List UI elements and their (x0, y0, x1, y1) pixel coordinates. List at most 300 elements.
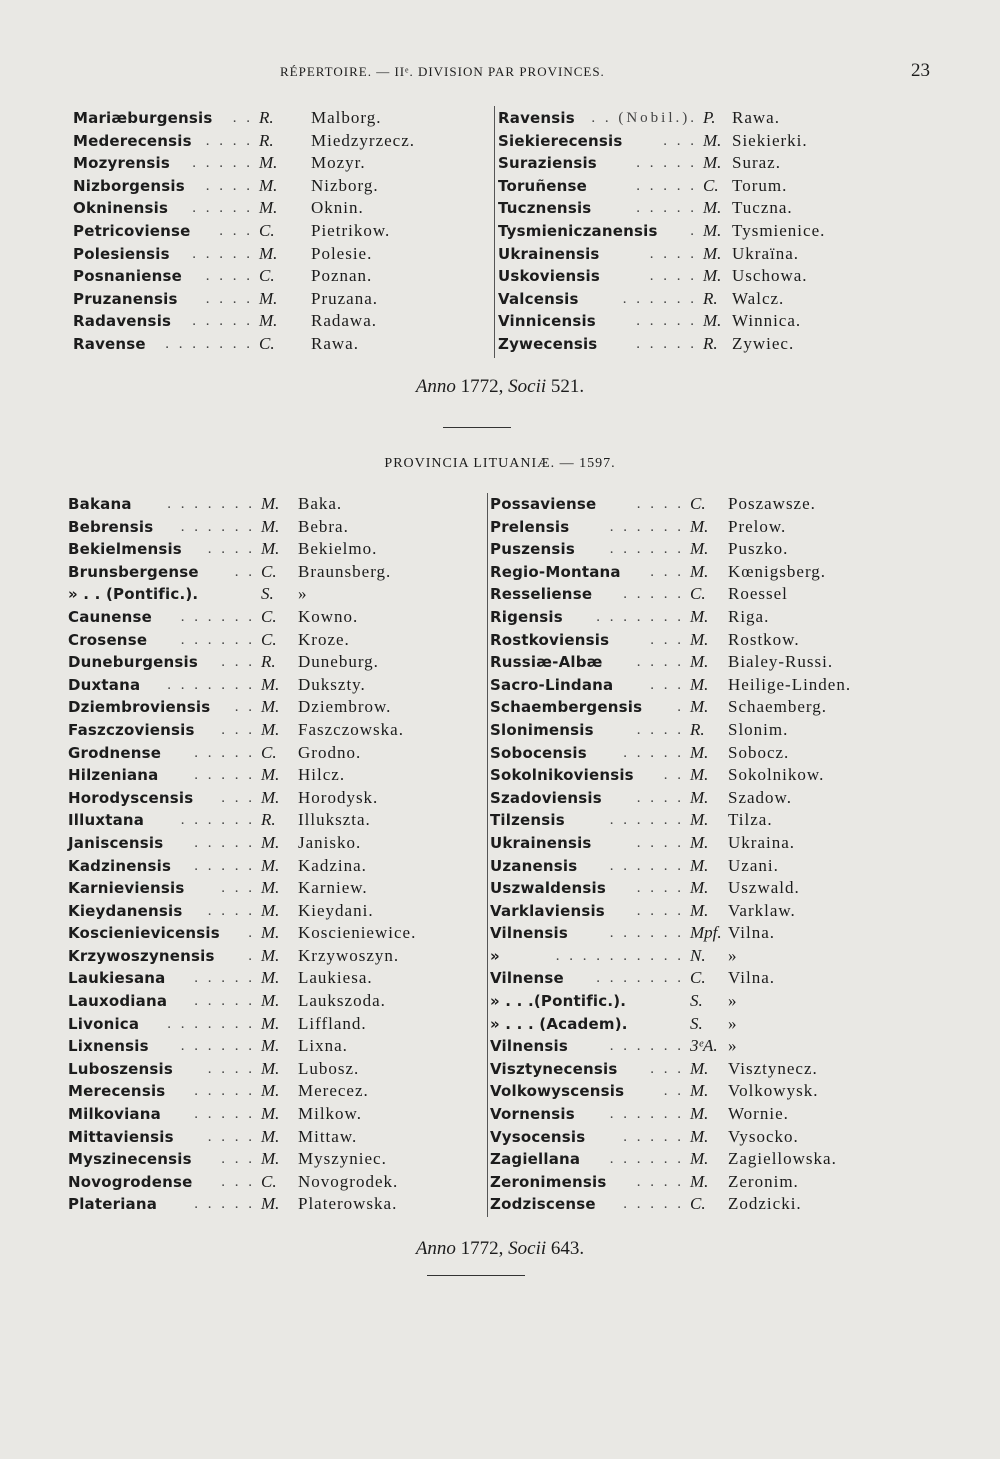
entry-row (490, 1171, 910, 1194)
entry-row (490, 742, 910, 765)
place-name: Pruzana. (311, 288, 379, 308)
college-class: M. (261, 878, 280, 898)
college-name: Resseliense (490, 585, 593, 604)
entry-row (68, 764, 488, 787)
entry-row (68, 832, 488, 855)
place-name: Zodzicki. (728, 1194, 802, 1214)
college-class: M. (259, 198, 278, 218)
dot-leader: . . . . (207, 902, 255, 919)
college-name: Slonimensis (490, 720, 594, 739)
college-class: M. (690, 629, 709, 649)
college-name: Okninensis (73, 199, 169, 218)
place-name: » (728, 945, 738, 965)
place-name: Krzywoszyn. (298, 945, 400, 965)
place-name: Lubosz. (298, 1058, 360, 1078)
place-name: Liffland. (298, 1013, 367, 1033)
entry-row (68, 651, 488, 674)
college-class: M. (259, 311, 278, 331)
entry-row (68, 538, 488, 561)
college-class: C. (259, 220, 275, 240)
dot-leader: . . . . (636, 834, 684, 851)
college-name: Volkowyscensis (490, 1082, 625, 1101)
college-class: M. (259, 288, 278, 308)
college-name: Rigensis (490, 607, 563, 626)
entry-row (498, 310, 908, 333)
dot-leader: . . . . . . . (596, 970, 684, 987)
entry-row (490, 832, 910, 855)
entry-row (490, 674, 910, 697)
college-name: Ukrainensis (490, 833, 592, 852)
college-name: Krzywoszynensis (68, 946, 215, 965)
entry-row (490, 516, 910, 539)
college-name: Horodyscensis (68, 788, 194, 807)
entry-row (73, 130, 488, 153)
lituania-left-column (68, 493, 488, 1216)
dot-leader: . . . . . . (609, 812, 684, 829)
college-class: M. (703, 130, 722, 150)
entry-row (68, 787, 488, 810)
entry-row (490, 945, 910, 968)
college-name: Luboszensis (68, 1059, 173, 1078)
entry-row (73, 288, 488, 311)
dot-leader: . . . . . (192, 155, 253, 172)
college-name: Mariæburgensis (73, 109, 213, 127)
college-name: Radavensis (73, 312, 172, 331)
dot-leader: . . . . . (636, 335, 697, 352)
place-name: Horodysk. (298, 787, 379, 807)
college-name: Siekierecensis (498, 131, 623, 150)
college-name: Toruñense (498, 176, 588, 195)
college-name: Vinnicensis (498, 312, 596, 331)
dot-leader: . . . . (636, 496, 684, 512)
college-name: Vilnensis (490, 924, 568, 943)
entry-row (68, 516, 488, 539)
college-class: M. (261, 674, 280, 694)
place-name: Koscieniewice. (298, 923, 417, 943)
college-name: Brunsbergense (68, 562, 199, 581)
dot-leader: . . . . . (192, 245, 253, 262)
anno-word: Anno (415, 1238, 456, 1259)
place-name: Tuczna. (732, 198, 793, 218)
dot-leader: . . . . . . (180, 518, 255, 535)
college-name: Janiscensis (68, 833, 164, 852)
entry-row (490, 606, 910, 629)
dot-leader: . . . (221, 1151, 255, 1168)
page-number: 23 (911, 60, 930, 81)
dot-leader: . . (234, 699, 255, 716)
college-name: Valcensis (498, 289, 579, 308)
dot-leader: . . . . . . (180, 1038, 255, 1055)
college-name: Mittaviensis (68, 1127, 174, 1146)
dot-leader: . . . . . (194, 767, 255, 784)
college-name: Tysmieniczanensis (498, 221, 658, 240)
place-name: Kieydani. (298, 900, 374, 920)
college-name: Uzanensis (490, 856, 578, 875)
college-name: Prelensis (490, 517, 570, 536)
entry-row (68, 1080, 488, 1103)
place-name: Rawa. (732, 108, 780, 127)
entry-row (490, 764, 910, 787)
college-class: M. (690, 697, 709, 717)
socii-count: 643. (550, 1238, 585, 1259)
place-name: Pietrikow. (311, 220, 391, 240)
college-class: R. (261, 652, 276, 672)
college-name: Ravense (73, 334, 146, 353)
entry-row (490, 900, 910, 923)
column-divider-lituania (487, 493, 488, 1217)
place-name: Slonim. (728, 719, 789, 739)
college-name: Puszensis (490, 540, 575, 559)
entry-row (490, 1126, 910, 1149)
place-name: Milkow. (298, 1104, 362, 1124)
college-class: M. (259, 175, 278, 195)
dot-leader: . . . . . . (609, 1038, 684, 1055)
place-name: Volkowysk. (728, 1081, 819, 1101)
entry-row (68, 945, 488, 968)
place-name: Nizborg. (311, 175, 379, 195)
entry-row (68, 1171, 488, 1194)
dot-leader: . . . (650, 1060, 684, 1077)
dot-leader: . . . . . . . (167, 496, 255, 512)
place-name: Uzani. (728, 855, 779, 875)
college-name: Dziembroviensis (68, 698, 211, 717)
dot-leader: . . . . (636, 1173, 684, 1190)
dot-leader: . . . (650, 563, 684, 580)
college-class: M. (261, 765, 280, 785)
college-name: Uskoviensis (498, 267, 600, 286)
entry-row (68, 561, 488, 584)
place-name: Lixna. (298, 1036, 348, 1056)
entry-row (490, 877, 910, 900)
college-name: Rostkoviensis (490, 630, 610, 649)
running-head-title: RÉPERTOIRE. — IIᵉ. DIVISION PAR PROVINCES. (280, 64, 605, 79)
entry-row (498, 107, 908, 130)
place-name: Ukraina. (728, 832, 796, 852)
dot-leader: . . . . (207, 541, 255, 558)
college-class: S. (261, 584, 274, 604)
entry-row (68, 583, 488, 606)
dot-leader: . . . . . (623, 1128, 684, 1145)
college-class: C. (261, 742, 277, 762)
college-name: Plateriana (68, 1195, 158, 1214)
college-name: » . . .(Pontific.). (490, 992, 627, 1011)
college-name: Lixnensis (68, 1037, 149, 1056)
place-name: Grodno. (298, 742, 362, 762)
college-name: Koscienievicensis (68, 924, 220, 943)
dot-leader: . . . . (636, 721, 684, 738)
college-name: Visztynecensis (490, 1059, 618, 1078)
college-class: M. (690, 855, 709, 875)
entry-row (68, 1013, 488, 1036)
place-name: Puszko. (728, 539, 789, 559)
college-name: Vornensis (490, 1105, 575, 1124)
place-name: Zywiec. (732, 333, 795, 353)
dot-leader: . . . . . . (622, 290, 697, 307)
entry-row (73, 220, 488, 243)
college-class: M. (703, 198, 722, 218)
divider-rule-bottom (427, 1275, 525, 1276)
college-name: Duneburgensis (68, 653, 198, 672)
college-name: Mederecensis (73, 131, 192, 150)
college-class: M. (690, 1149, 709, 1169)
dot-leader: . (690, 222, 697, 239)
place-name: Sokolnikow. (728, 765, 825, 785)
college-class: M. (703, 311, 722, 331)
entry-row (490, 990, 910, 1013)
entry-row (490, 1080, 910, 1103)
college-name: Nizborgensis (73, 176, 185, 195)
place-name: » (728, 991, 738, 1011)
college-class: M. (261, 494, 280, 513)
anno-year: 1772, (460, 376, 504, 397)
entry-row (490, 967, 910, 990)
place-name: Hilcz. (298, 765, 346, 785)
place-name: Kœnigsberg. (728, 561, 827, 581)
college-name: Szadoviensis (490, 788, 602, 807)
dot-leader: . . . (663, 132, 697, 149)
place-name: Kowno. (298, 606, 359, 626)
college-name: Varklaviensis (490, 901, 605, 920)
dot-leader: . . . . . (194, 993, 255, 1010)
college-class: M. (261, 516, 280, 536)
dot-leader: . . . (221, 789, 255, 806)
dot-leader: . . . . (636, 902, 684, 919)
college-class: M. (261, 787, 280, 807)
dot-leader: . . . . . (194, 970, 255, 987)
place-name: Szadow. (728, 787, 792, 807)
place-name: » (728, 1013, 738, 1033)
dot-leader: . . . . . . (609, 925, 684, 942)
college-name: Tucznensis (498, 199, 592, 218)
place-name: Rostkow. (728, 629, 800, 649)
place-name: Varklaw. (728, 900, 796, 920)
dot-leader: . . . . . . . . . . (555, 947, 684, 964)
place-name: Walcz. (732, 288, 785, 308)
place-name: » (298, 584, 308, 604)
college-class: C. (703, 175, 719, 195)
college-name: » (490, 946, 500, 965)
college-class: Mpf. (690, 923, 722, 943)
entry-row (498, 197, 908, 220)
college-class: M. (690, 1081, 709, 1101)
place-name: Rawa. (311, 333, 359, 353)
college-class: R. (259, 130, 274, 150)
college-name: Sokolnikoviensis (490, 766, 634, 785)
college-name: Novogrodense (68, 1172, 193, 1191)
place-name: Bekielmo. (298, 539, 378, 559)
dot-leader: . . . . . . (180, 608, 255, 625)
dot-leader: . . . . . (636, 177, 697, 194)
entry-row (68, 809, 488, 832)
college-class: M. (690, 765, 709, 785)
college-class: P. (703, 108, 716, 127)
college-class: M. (261, 1013, 280, 1033)
top-right-column (498, 107, 908, 356)
place-name: Prelow. (728, 516, 787, 536)
dot-leader: . . . (221, 721, 255, 738)
college-name: Vilnense (490, 969, 564, 988)
dot-leader: . . . . . . . (165, 335, 253, 352)
college-name: Zagiellana (490, 1150, 581, 1169)
dot-leader: . . . . . (194, 1083, 255, 1100)
entry-row (490, 538, 910, 561)
entry-row (490, 1148, 910, 1171)
college-name: Polesiensis (73, 244, 170, 263)
college-class: R. (261, 810, 276, 830)
place-name: Platerowska. (298, 1194, 398, 1214)
college-name: Grodnense (68, 743, 162, 762)
college-class: C. (259, 333, 275, 353)
place-name: Poznan. (311, 266, 373, 286)
entry-row (490, 583, 910, 606)
dot-leader: . . . (219, 222, 253, 239)
college-name: Vilnensis (490, 1037, 568, 1056)
socii-word: Socii (508, 376, 547, 397)
college-class: S. (690, 1013, 703, 1033)
place-name: Kroze. (298, 629, 350, 649)
dot-leader: . . . . (207, 1060, 255, 1077)
entry-row (498, 243, 908, 266)
anno-word: Anno (415, 376, 456, 397)
college-class: M. (690, 787, 709, 807)
entry-row (73, 265, 488, 288)
college-class: M. (261, 1194, 280, 1214)
entry-row (68, 629, 488, 652)
entry-row (68, 1103, 488, 1126)
entry-row (498, 220, 908, 243)
place-name: Malborg. (311, 108, 382, 127)
entry-row (73, 197, 488, 220)
college-class: M. (690, 900, 709, 920)
college-class: M. (690, 1171, 709, 1191)
college-class: M. (690, 606, 709, 626)
entry-row (490, 629, 910, 652)
section-title-lituania: PROVINCIA LITUANIÆ. — 1597. (384, 456, 616, 471)
college-name: Possaviense (490, 495, 597, 513)
college-class: M. (690, 878, 709, 898)
dot-leader: . . . (650, 631, 684, 648)
entry-row (490, 1058, 910, 1081)
college-name: Vysocensis (490, 1127, 586, 1146)
college-name: Lauxodiana (68, 992, 168, 1011)
college-class: M. (261, 832, 280, 852)
entry-row (68, 1126, 488, 1149)
college-class: M. (261, 855, 280, 875)
entry-row (490, 1103, 910, 1126)
place-name: Roessel (728, 584, 788, 604)
place-name: Braunsberg. (298, 561, 392, 581)
dot-leader: . . . (221, 1173, 255, 1190)
entry-row (68, 990, 488, 1013)
entry-row (498, 175, 908, 198)
place-name: Dziembrow. (298, 697, 392, 717)
college-class: M. (690, 652, 709, 672)
college-class: M. (690, 810, 709, 830)
college-name: Bakana (68, 495, 132, 513)
college-class: C. (261, 561, 277, 581)
dot-leader: . . . . . (194, 1106, 255, 1123)
entry-row (490, 696, 910, 719)
entry-row (490, 1013, 910, 1036)
college-class: M. (690, 1058, 709, 1078)
dot-leader: . . . . (207, 1128, 255, 1145)
college-name: Merecensis (68, 1082, 166, 1101)
college-class: R. (703, 288, 718, 308)
college-class: M. (261, 539, 280, 559)
place-name: Kadzina. (298, 855, 367, 875)
place-name: Novogrodek. (298, 1171, 399, 1191)
column-divider-top (494, 106, 495, 358)
entry-row (68, 855, 488, 878)
place-name: Polesie. (311, 243, 373, 263)
place-name: Heilige-Linden. (728, 674, 852, 694)
college-class: M. (261, 1036, 280, 1056)
entry-row (68, 674, 488, 697)
place-name: Janisko. (298, 832, 362, 852)
place-name: Visztynecz. (728, 1058, 818, 1078)
entry-row (68, 742, 488, 765)
entry-row (490, 855, 910, 878)
college-class: R. (259, 108, 274, 127)
place-name: Bebra. (298, 516, 349, 536)
place-name: Vysocko. (728, 1126, 799, 1146)
place-name: Poszawsze. (728, 494, 816, 513)
anno-year: 1772, (460, 1238, 504, 1259)
entry-row (498, 265, 908, 288)
college-name: Petricoviense (73, 221, 191, 240)
entry-row (68, 1058, 488, 1081)
place-name: Vilna. (728, 968, 775, 988)
place-name: Bialey-Russi. (728, 652, 834, 672)
college-name: Zywecensis (498, 334, 598, 353)
dot-leader: . . (232, 110, 253, 126)
dot-leader: . . . . . (194, 834, 255, 851)
place-name: Laukiesa. (298, 968, 373, 988)
entry-row (68, 922, 488, 945)
college-name: Illuxtana (68, 811, 145, 830)
college-name: Hilzeniana (68, 766, 159, 785)
college-class: M. (690, 1126, 709, 1146)
entry-row (68, 606, 488, 629)
entry-row (490, 922, 910, 945)
divider-rule-top (443, 427, 511, 428)
college-name: Russiæ-Albæ (490, 653, 603, 672)
college-name: Mozyrensis (73, 154, 170, 173)
place-name: Karniew. (298, 878, 368, 898)
college-class: M. (261, 1104, 280, 1124)
entry-row (490, 493, 910, 516)
dot-leader: . . . . . (636, 313, 697, 330)
dot-leader: . . . . (205, 268, 253, 285)
dot-leader: . . . . . . . (596, 608, 684, 625)
college-class: C. (690, 494, 706, 513)
entry-row (490, 1193, 910, 1216)
college-class: M. (261, 1149, 280, 1169)
college-class: R. (703, 333, 718, 353)
dot-leader: . . . . . . . (167, 1015, 255, 1032)
entry-row (73, 243, 488, 266)
college-class: 3ᵉA. (690, 1036, 718, 1056)
college-name: Schaembergensis (490, 698, 643, 717)
place-name: Oknin. (311, 198, 364, 218)
lituania-right-column (490, 493, 910, 1216)
college-class: M. (690, 674, 709, 694)
dot-leader: . . . . . . . (167, 676, 255, 693)
dot-leader: . . (234, 563, 255, 580)
college-class: C. (690, 584, 706, 604)
college-class: C. (259, 266, 275, 286)
place-name: Radawa. (311, 311, 378, 331)
